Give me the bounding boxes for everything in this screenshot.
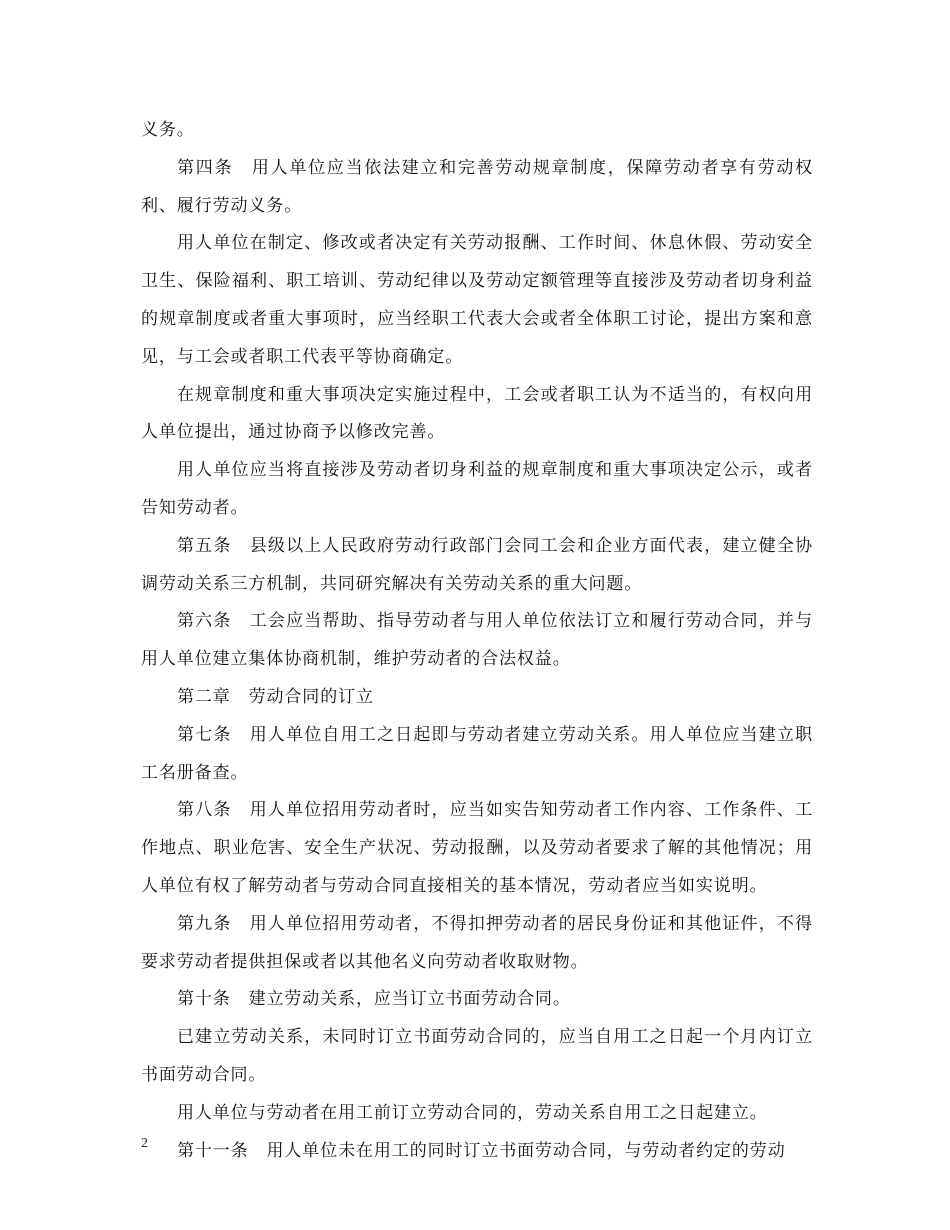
- paragraph: 第九条 用人单位招用劳动者，不得扣押劳动者的居民身份证和其他证件，不得要求劳动者提供担保或者以其他名义向劳动者收取财物。: [141, 913, 813, 972]
- paragraph: 用人单位与劳动者在用工前订立劳动合同的，劳动关系自用工之日起建立。: [177, 1102, 768, 1123]
- document-body: [141, 112, 813, 1170]
- paragraph: 在规章制度和重大事项决定实施过程中，工会或者职工认为不适当的，有权向用人单位提出，通过协商予以修改完善。: [141, 384, 813, 443]
- paragraph: 用人单位在制定、修改或者决定有关劳动报酬、工作时间、休息休假、劳动安全卫生、保险福利、职工培训、劳动纪律以及劳动定额管理等直接涉及劳动者切身利益的规章制度或者重大事项时，应当经职工代表大会或者全体职工讨论，提出方案和意见，与工会或者职工代表平等协商确定。: [141, 233, 813, 367]
- paragraph: 第五条 县级以上人民政府劳动行政部门会同工会和企业方面代表，建立健全协调劳动关系三方机制，共同研究解决有关劳动关系的重大问题。: [141, 535, 813, 594]
- paragraph: 第十一条 用人单位未在用工的同时订立书面劳动合同，与劳动者约定的劳动: [177, 1140, 786, 1161]
- paragraph: 第六条 工会应当帮助、指导劳动者与用人单位依法订立和履行劳动合同，并与用人单位建立集体协商机制，维护劳动者的合法权益。: [141, 611, 813, 670]
- paragraph: 第十条 建立劳动关系，应当订立书面劳动合同。: [177, 989, 571, 1010]
- page-number: 2: [141, 1136, 148, 1151]
- paragraph: 用人单位应当将直接涉及劳动者切身利益的规章制度和重大事项决定公示，或者告知劳动者。: [141, 460, 813, 518]
- paragraph: 已建立劳动关系，未同时订立书面劳动合同的，应当自用工之日起一个月内订立书面劳动合同。: [141, 1027, 813, 1085]
- paragraph: 第二章 劳动合同的订立: [177, 686, 374, 707]
- paragraph: 第八条 用人单位招用劳动者时，应当如实告知劳动者工作内容、工作条件、工作地点、职业危害、安全生产状况、劳动报酬，以及劳动者要求了解的其他情况；用人单位有权了解劳动者与劳动合同直接相关的基本情况，劳动者应当如实说明。: [141, 800, 813, 896]
- paragraph: 第四条 用人单位应当依法建立和完善劳动规章制度，保障劳动者享有劳动权利、履行劳动义务。: [141, 157, 813, 216]
- paragraph: 第七条 用人单位自用工之日起即与劳动者建立劳动关系。用人单位应当建立职工名册备查。: [141, 724, 813, 783]
- paragraph: 义务。: [141, 120, 195, 140]
